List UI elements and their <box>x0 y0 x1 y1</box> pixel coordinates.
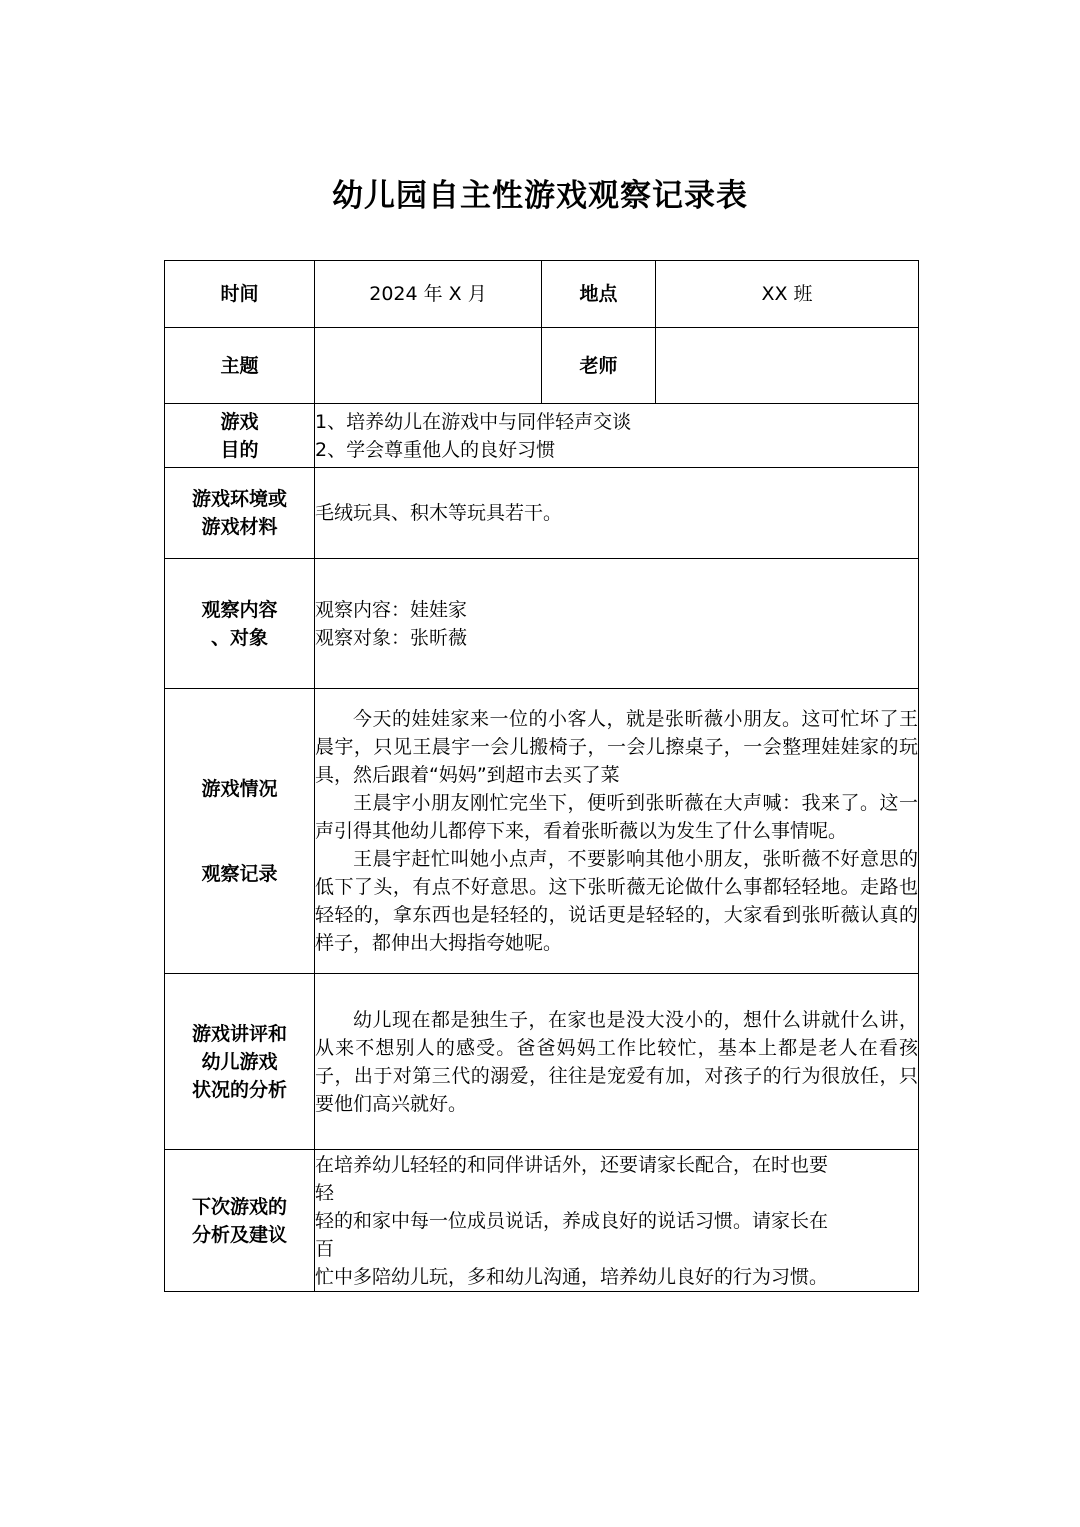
next-line-5: 忙中多陪幼儿玩，多和幼儿沟通，培养幼儿良好的行为习惯。 <box>315 1265 829 1288</box>
situation-row <box>165 689 919 974</box>
topic-value <box>315 328 542 404</box>
environment-row <box>165 468 919 559</box>
observe-content <box>315 559 919 689</box>
next-label <box>165 1150 315 1292</box>
situation-paragraph-1: 今天的娃娃家来一位的小客人，就是张昕薇小朋友。这可忙坏了王晨宇，只见王晨宇一会儿搬椅子，一会儿擦桌子，一会整理娃娃家的玩具，然后跟着“妈妈”到超市去买了菜 <box>315 708 918 786</box>
situation-label <box>165 689 315 974</box>
situation-content <box>315 689 919 974</box>
environment-content: 毛绒玩具、积木等玩具若干。 <box>315 468 919 559</box>
observe-label <box>165 559 315 689</box>
goal-content <box>315 404 919 468</box>
analysis-row <box>165 974 919 1150</box>
environment-label <box>165 468 315 559</box>
analysis-label <box>165 974 315 1150</box>
place-label: 地点 <box>542 261 656 328</box>
time-place-row <box>165 261 919 328</box>
situation-paragraph-3: 王晨宇赶忙叫她小点声，不要影响其他小朋友，张昕薇不好意思的低下了头，有点不好意思。这下张昕薇无论做什么事都轻轻地。走路也轻轻的，拿东西也是轻轻的，说话更是轻轻的，大家看到张昕薇认真的样子，都伸出大拇指夸她呢。 <box>315 848 918 954</box>
analysis-paragraph: 幼儿现在都是独生子，在家也是没大没小的，想什么讲就什么讲，从来不想别人的感受。爸爸妈妈工作比较忙，基本上都是老人在看孩子，出于对第三代的溺爱，往往是宠爱有加，对孩子的行为很放任，只要他们高兴就好。 <box>315 1008 918 1115</box>
analysis-label-line-1: 游戏讲评和 <box>191 1022 287 1045</box>
next-row <box>165 1150 919 1292</box>
time-label: 时间 <box>165 261 315 328</box>
analysis-label-line-2: 幼儿游戏 <box>201 1050 278 1073</box>
topic-teacher-row <box>165 328 919 404</box>
next-line-4: 百 <box>315 1237 335 1260</box>
teacher-label: 老师 <box>542 328 656 404</box>
observe-row <box>165 559 919 689</box>
observe-label-line-2: 、对象 <box>210 626 268 649</box>
time-value: 2024 年 X 月 <box>315 261 542 328</box>
topic-label: 主题 <box>165 328 315 404</box>
next-line-3: 轻的和家中每一位成员说话，养成良好的说话习惯。请家长在 <box>315 1209 829 1232</box>
next-content <box>315 1150 919 1292</box>
environment-label-line-1: 游戏环境或 <box>191 488 287 510</box>
analysis-label-line-3: 状况的分析 <box>191 1078 287 1101</box>
analysis-content <box>315 974 919 1150</box>
goal-line-2: 2、学会尊重他人的良好习惯 <box>315 438 556 461</box>
goal-line-1: 1、培养幼儿在游戏中与同伴轻声交谈 <box>315 410 632 433</box>
goal-label-line-2: 目的 <box>220 438 259 461</box>
environment-label-line-2: 游戏材料 <box>201 516 278 538</box>
place-value: XX 班 <box>656 261 919 328</box>
goal-row <box>165 404 919 468</box>
observation-record-table <box>164 260 919 1292</box>
situation-label-gap <box>165 803 314 860</box>
next-label-line-2: 分析及建议 <box>191 1223 287 1246</box>
situation-label-bottom: 观察记录 <box>201 862 278 885</box>
situation-paragraph-2: 王晨宇小朋友刚忙完坐下，便听到张昕薇在大声喊：我来了。这一声引得其他幼儿都停下来，看着张昕薇以为发生了什么事情呢。 <box>315 792 918 842</box>
situation-label-top: 游戏情况 <box>201 777 278 800</box>
observe-line-1: 观察内容：娃娃家 <box>315 598 468 621</box>
goal-label <box>165 404 315 468</box>
goal-label-line-1: 游戏 <box>220 410 259 433</box>
next-line-2: 轻 <box>315 1181 335 1204</box>
teacher-value <box>656 328 919 404</box>
observe-line-2: 观察对象：张昕薇 <box>315 626 468 649</box>
next-label-line-1: 下次游戏的 <box>191 1195 287 1218</box>
observe-label-line-1: 观察内容 <box>201 598 278 621</box>
next-line-1: 在培养幼儿轻轻的和同伴讲话外，还要请家长配合，在时也要 <box>315 1153 829 1176</box>
document-title: 幼儿园自主性游戏观察记录表 <box>332 178 748 214</box>
